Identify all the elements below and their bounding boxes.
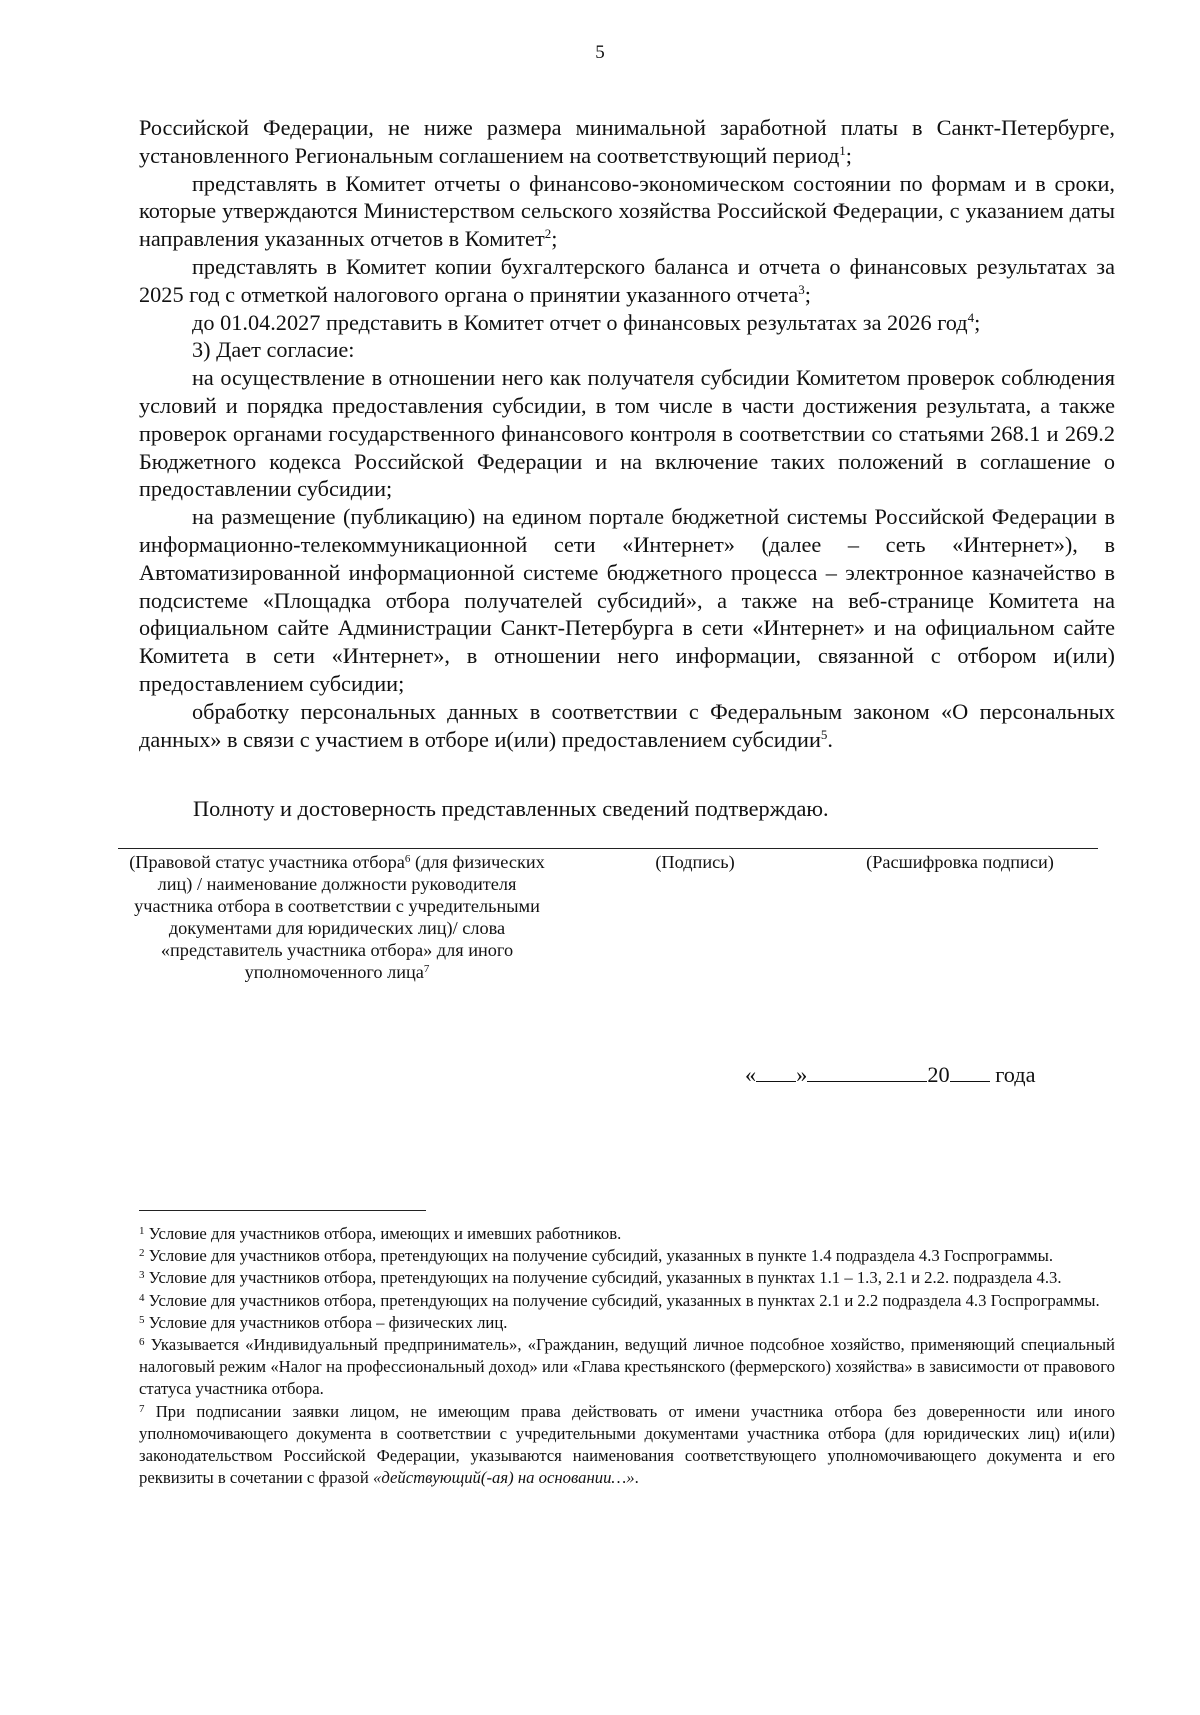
- footnote-3: $^3$ Условие для участников отбора, претендующих на получение субсидий, указанных в пунктах 1.1 – 1.3, 2.1 и 2.2. подраздела 4.3.: [139, 1268, 1062, 1288]
- footnote-ref-3: 3: [798, 281, 805, 297]
- footnote-ref-4: 4: [967, 309, 975, 325]
- main-body: [139, 114, 1115, 753]
- footnote-7: $^7$ При подписании заявки лицом, не имеющим права действовать от имени участника отбора без доверенности или иного уполномочивающего документа в соответствии с учредительными документами участника отбора (для юридических лиц) и(или) законодательством Российской Федерации, указываются наименования соответствующего уполномочивающего документа и его реквизиты в сочетании с фразой «действующий(-ая) на основании…».: [139, 1401, 1115, 1488]
- page-number: 5: [595, 42, 605, 63]
- date-line: « » 20 года: [745, 1062, 1036, 1087]
- paragraph-3: представлять в Комитет копии бухгалтерского баланса и отчета о финансовых результатах за 2025 год с отметкой налогового органа о принятии указанного отчета$^3$;: [139, 253, 1115, 307]
- month-blank: [807, 1080, 927, 1082]
- signature-decryption-label: (Расшифровка подписи): [866, 852, 1054, 872]
- paragraph-6: на осуществление в отношении него как получателя субсидии Комитетом проверок соблюдения условий и порядка предоставления субсидии, в том числе в части достижения результата, а также проверок органами государственного финансового контроля в соответствии со статьями 268.1 и 269.2 Бюджетного кодекса Российской Федерации и на включение таких положений в соглашение о предоставлении субсидии;: [139, 365, 1115, 502]
- year-blank: [950, 1080, 990, 1082]
- day-blank: [756, 1080, 796, 1082]
- paragraph-2: представлять в Комитет отчеты о финансово-экономическом состоянии по формам и в сроки, которые утверждаются Министерством сельского хозяйства Российской Федерации, с указанием даты направления указанных отчетов в Комитет$^2$;: [139, 170, 1115, 252]
- footnote-ref-5: 5: [820, 726, 828, 742]
- paragraph-5: 3) Дает согласие:: [192, 337, 355, 363]
- confirmation-statement: Полноту и достоверность представленных сведений подтверждаю.: [193, 796, 829, 821]
- footnote-1: $^1$ Условие для участников отбора, имеющих и имевших работников.: [139, 1224, 622, 1243]
- footnotes: [139, 1223, 1115, 1489]
- status-label: (Правовой статус участника отбора$^6$ (для физических лиц) / наименование должности руководителя участника отбора в соответствии с учредительными документами для юридических лиц)/ слова «представитель участника отбора» для иного уполномоченного лица$^7$: [129, 852, 545, 982]
- footnote-separator: [139, 1210, 426, 1211]
- paragraph-1: Российской Федерации, не ниже размера минимальной заработной платы в Санкт-Петербурге, установленного Региональным соглашением на соответствующий период$^1$;: [139, 115, 1115, 168]
- footnote-6: $^6$ Указывается «Индивидуальный предприниматель», «Гражданин, ведущий личное подсобное хозяйство, применяющий специальный налоговый режим «Налог на профессиональный доход» или «Глава крестьянского (фермерского) хозяйства» в зависимости от правового статуса участника отбора.: [139, 1335, 1115, 1399]
- footnote-ref-2: 2: [544, 226, 552, 242]
- footnote-4: $^4$ Условие для участников отбора, претендующих на получение субсидий, указанных в пунктах 2.1 и 2.2 подраздела 4.3 Госпрограммы.: [139, 1290, 1100, 1310]
- footnote-2: $^2$ Условие для участников отбора, претендующих на получение субсидий, указанных в пункте 1.4 подраздела 4.3 Госпрограммы.: [139, 1246, 1053, 1266]
- signature-label: (Подпись): [655, 852, 735, 872]
- paragraph-7: на размещение (публикацию) на едином портале бюджетной системы Российской Федерации в информационно-телекоммуникационной сети «Интернет» (далее – сеть «Интернет»), в Автоматизированной информационной системе бюджетного процесса – электронное казначейство в подсистеме «Площадка отбора получателей субсидий», а также на веб-странице Комитета на официальном сайте Администрации Санкт-Петербурга в сети «Интернет» и на официальном сайте Комитета в сети «Интернет», в отношении него информации, связанной с отбором и(или) предоставлением субсидии;: [139, 504, 1115, 696]
- footnote-5: $^5$ Условие для участников отбора – физических лиц.: [139, 1312, 508, 1332]
- footnote-ref-1: 1: [839, 142, 846, 158]
- paragraph-4: до 01.04.2027 представить в Комитет отчет о финансовых результатах за 2026 год$^4$;: [192, 309, 981, 335]
- paragraph-8: обработку персональных данных в соответствии с Федеральным законом «О персональных данных» в связи с участием в отборе и(или) предоставлением субсидии$^5$.: [139, 698, 1115, 752]
- signature-line: [118, 848, 1098, 849]
